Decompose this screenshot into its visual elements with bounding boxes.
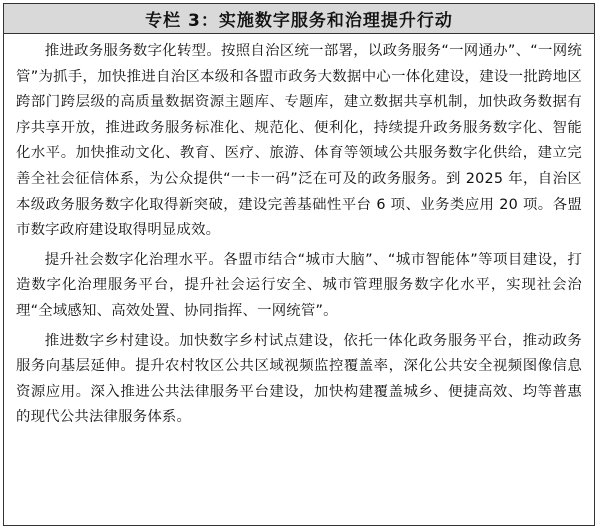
- paragraph-social-governance: 提升社会数字化治理水平。各盟市结合“城市大脑”、“城市智能体”等项目建设，打造数字化治理服务平台，提升社会运行安全、城市管理服务数字化水平，实现社会治理“全域感知、高效处置、协同指挥、一网统管”。: [16, 251, 582, 319]
- column-box: [3, 3, 595, 526]
- column-title: 专栏 3：实施数字服务和治理提升行动: [145, 11, 453, 31]
- column-content: [16, 39, 582, 435]
- paragraph-government-services: 推进政务服务数字化转型。按照自治区统一部署，以政务服务“一网通办”、“一网统管”为抓手，加快推进自治区本级和各盟市政务大数据中心一体化建设，建设一批跨地区跨部门跨层级的高质量数据资源主题库、专题库，建立数据共享机制，加快政务数据有序共享开放，推进政务服务标准化、规范化、便利化，持续提升政务服务数字化、智能化水平。加快推动文化、教育、医疗、旅游、体育等领域公共服务数字化供给，建立完善全社会征信体系，为公众提供“一卡一码”泛在可及的政务服务。到 2025 年，自治区本级政务服务数字化取得新突破，建设完善基础性平台 6 项、业务类应用 20 项。各盟市数字政府建设取得明显成效。: [16, 43, 582, 239]
- paragraph-digital-village: 推进数字乡村建设。加快数字乡村试点建设，依托一体化政务服务平台，推动政务服务向基层延伸。提升农村牧区公共区域视频监控覆盖率，深化公共安全视频图像信息资源应用。深入推进公共法律服务平台建设，加快构建覆盖城乡、便捷高效、均等普惠的现代公共法律服务体系。: [16, 332, 582, 426]
- column-header: [4, 4, 594, 34]
